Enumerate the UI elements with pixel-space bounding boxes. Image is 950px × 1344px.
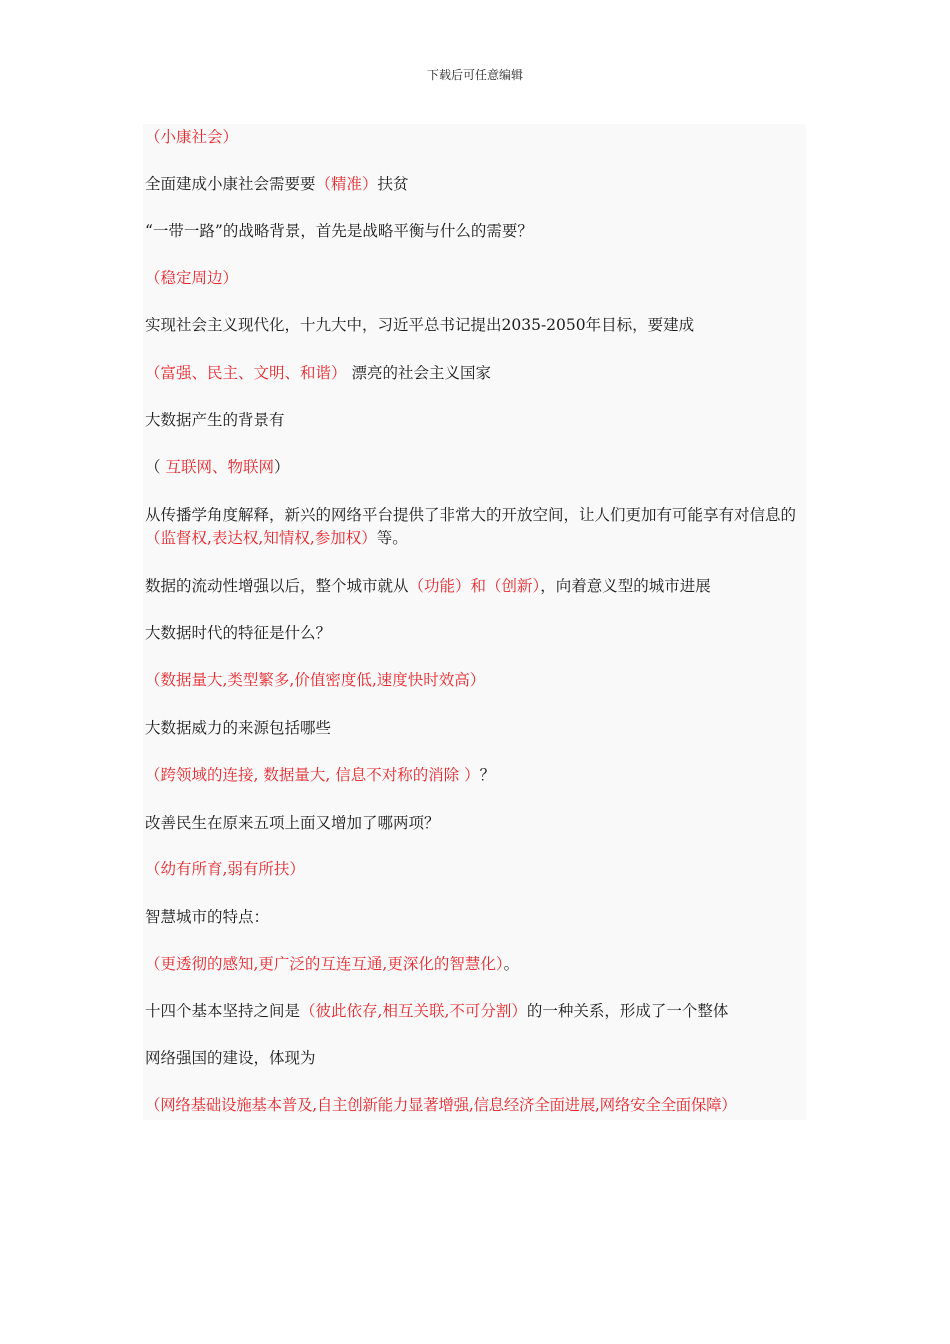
text-line-5 (145, 314, 804, 337)
answer-text: （功能）和（创新） (408, 577, 541, 595)
document-body (143, 124, 806, 1120)
question-text: “一带一路”的战略背景，首先是战略平衡与什么的需要？ (145, 222, 533, 240)
answer-text: （幼有所育,弱有所扶） (145, 860, 305, 878)
text-line-3 (145, 220, 804, 243)
answer-text: （精准） (315, 175, 378, 193)
text-line-12 (145, 669, 804, 692)
question-text: 实现社会主义现代化，十九大中，习近平总书记提出2035-2050年目标，要建成 (145, 316, 695, 334)
text-line-10 (145, 575, 804, 598)
question-text: 大数据产生的背景有 (145, 411, 285, 429)
text-line-15 (145, 812, 804, 835)
question-text: 网络强国的建设，体现为 (145, 1049, 316, 1067)
text-line-16 (145, 858, 804, 881)
text-line-17 (145, 906, 804, 929)
answer-text: （监督权,表达权,知情权,参加权） (145, 529, 377, 547)
answer-text: （跨领域的连接, 数据量大, 信息不对称的消除 ） (145, 766, 480, 784)
answer-text: 互联网、物联网 (160, 458, 274, 476)
question-text: 十四个基本坚持之间是 (145, 1002, 301, 1020)
question-text: 漂亮的社会主义国家 (346, 364, 491, 382)
text-line-6 (145, 362, 804, 385)
question-text: 数据的流动性增强以后，整个城市就从 (145, 577, 409, 595)
text-line-19 (145, 1000, 804, 1023)
text-line-14 (145, 764, 804, 787)
text-line-4 (145, 267, 804, 290)
answer-text: （稳定周边） (145, 269, 239, 287)
answer-text: （数据量大,类型繁多,价值密度低,速度快时效高） (145, 671, 486, 689)
question-text: 全面建成小康社会需要要 (145, 175, 316, 193)
text-line-11 (145, 622, 804, 645)
question-text: 智慧城市的特点： (145, 908, 270, 926)
question-text: 的一种关系，形成了一个整体 (526, 1002, 729, 1020)
text-line-20 (145, 1047, 804, 1070)
question-text: 改善民生在原来五项上面又增加了哪两项？ (145, 814, 440, 832)
question-text: 等。 (376, 529, 408, 547)
answer-text: （网络基础设施基本普及,自主创新能力显著增强,信息经济全面进展,网络安全全面保障） (145, 1096, 737, 1114)
text-line-13 (145, 717, 804, 740)
text-line-8 (145, 456, 804, 479)
question-text: 从传播学角度解释，新兴的网络平台提供了非常大的开放空间，让人们更加有可能享有对信息的 (145, 506, 797, 524)
answer-text: （更透彻的感知,更广泛的互连互通,更深化的智慧化） (145, 955, 504, 973)
question-text: 。 (503, 955, 520, 973)
text-line-18 (145, 953, 804, 976)
answer-text: （富强、民主、文明、和谐） (145, 364, 347, 382)
answer-text: （彼此依存,相互关联,不可分割） (300, 1002, 527, 1020)
bracket-text: （ (145, 458, 161, 476)
text-line-7 (145, 409, 804, 432)
question-text: ？ (479, 766, 496, 784)
text-line-2 (145, 173, 804, 196)
text-line-1 (145, 126, 804, 149)
question-text: 大数据时代的特征是什么？ (145, 624, 332, 642)
text-line-21 (145, 1094, 804, 1117)
question-text: 扶贫 (377, 175, 409, 193)
answer-text: （小康社会） (145, 128, 239, 146)
text-line-9 (145, 504, 804, 550)
bracket-text: ） (273, 458, 290, 476)
question-text: 大数据威力的来源包括哪些 (145, 719, 332, 737)
question-text: ，向着意义型的城市进展 (540, 577, 711, 595)
page-header: 下载后可任意编辑 (426, 68, 523, 82)
